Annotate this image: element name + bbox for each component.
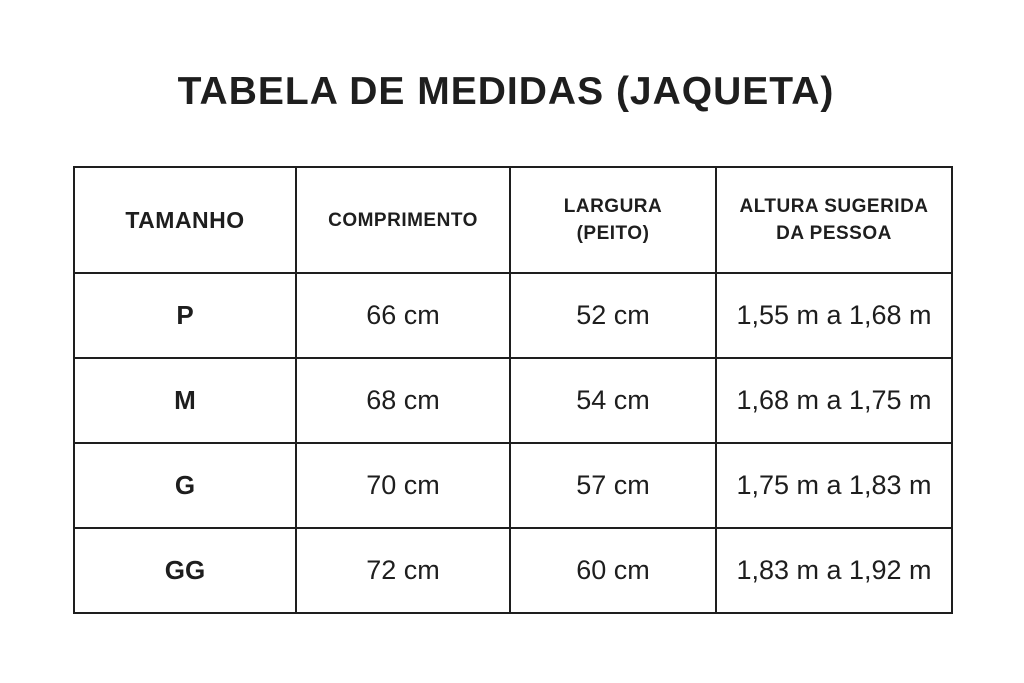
header-row <box>74 167 952 273</box>
header-length-label: COMPRIMENTO <box>328 209 478 231</box>
length-cell: 66 cm <box>296 273 510 358</box>
header-height-label-line-2: DA PESSOA <box>776 223 892 244</box>
width-cell: 52 cm <box>510 273 716 358</box>
size-cell: P <box>74 273 296 358</box>
size-cell: GG <box>74 528 296 613</box>
header-height <box>716 167 952 273</box>
header-width <box>510 167 716 273</box>
size-cell: M <box>74 358 296 443</box>
height-cell: 1,55 m a 1,68 m <box>716 273 952 358</box>
width-cell: 60 cm <box>510 528 716 613</box>
width-cell: 54 cm <box>510 358 716 443</box>
size-cell: G <box>74 443 296 528</box>
length-cell: 70 cm <box>296 443 510 528</box>
length-cell: 72 cm <box>296 528 510 613</box>
header-width-label-line-1: LARGURA <box>563 196 663 217</box>
header-length <box>296 167 510 273</box>
width-cell: 57 cm <box>510 443 716 528</box>
table-row <box>74 358 952 443</box>
table-row <box>74 443 952 528</box>
length-cell: 68 cm <box>296 358 510 443</box>
height-cell: 1,75 m a 1,83 m <box>716 443 952 528</box>
header-size-label: TAMANHO <box>125 206 245 233</box>
page-title: TABELA DE MEDIDAS (JAQUETA) <box>177 70 835 113</box>
header-size <box>74 167 296 273</box>
table-row <box>74 273 952 358</box>
header-height-label-line-1: ALTURA SUGERIDA <box>739 196 929 217</box>
height-cell: 1,83 m a 1,92 m <box>716 528 952 613</box>
size-chart-table <box>73 166 953 614</box>
height-cell: 1,68 m a 1,75 m <box>716 358 952 443</box>
table-row <box>74 528 952 613</box>
header-width-label-line-2: (PEITO) <box>576 223 650 244</box>
